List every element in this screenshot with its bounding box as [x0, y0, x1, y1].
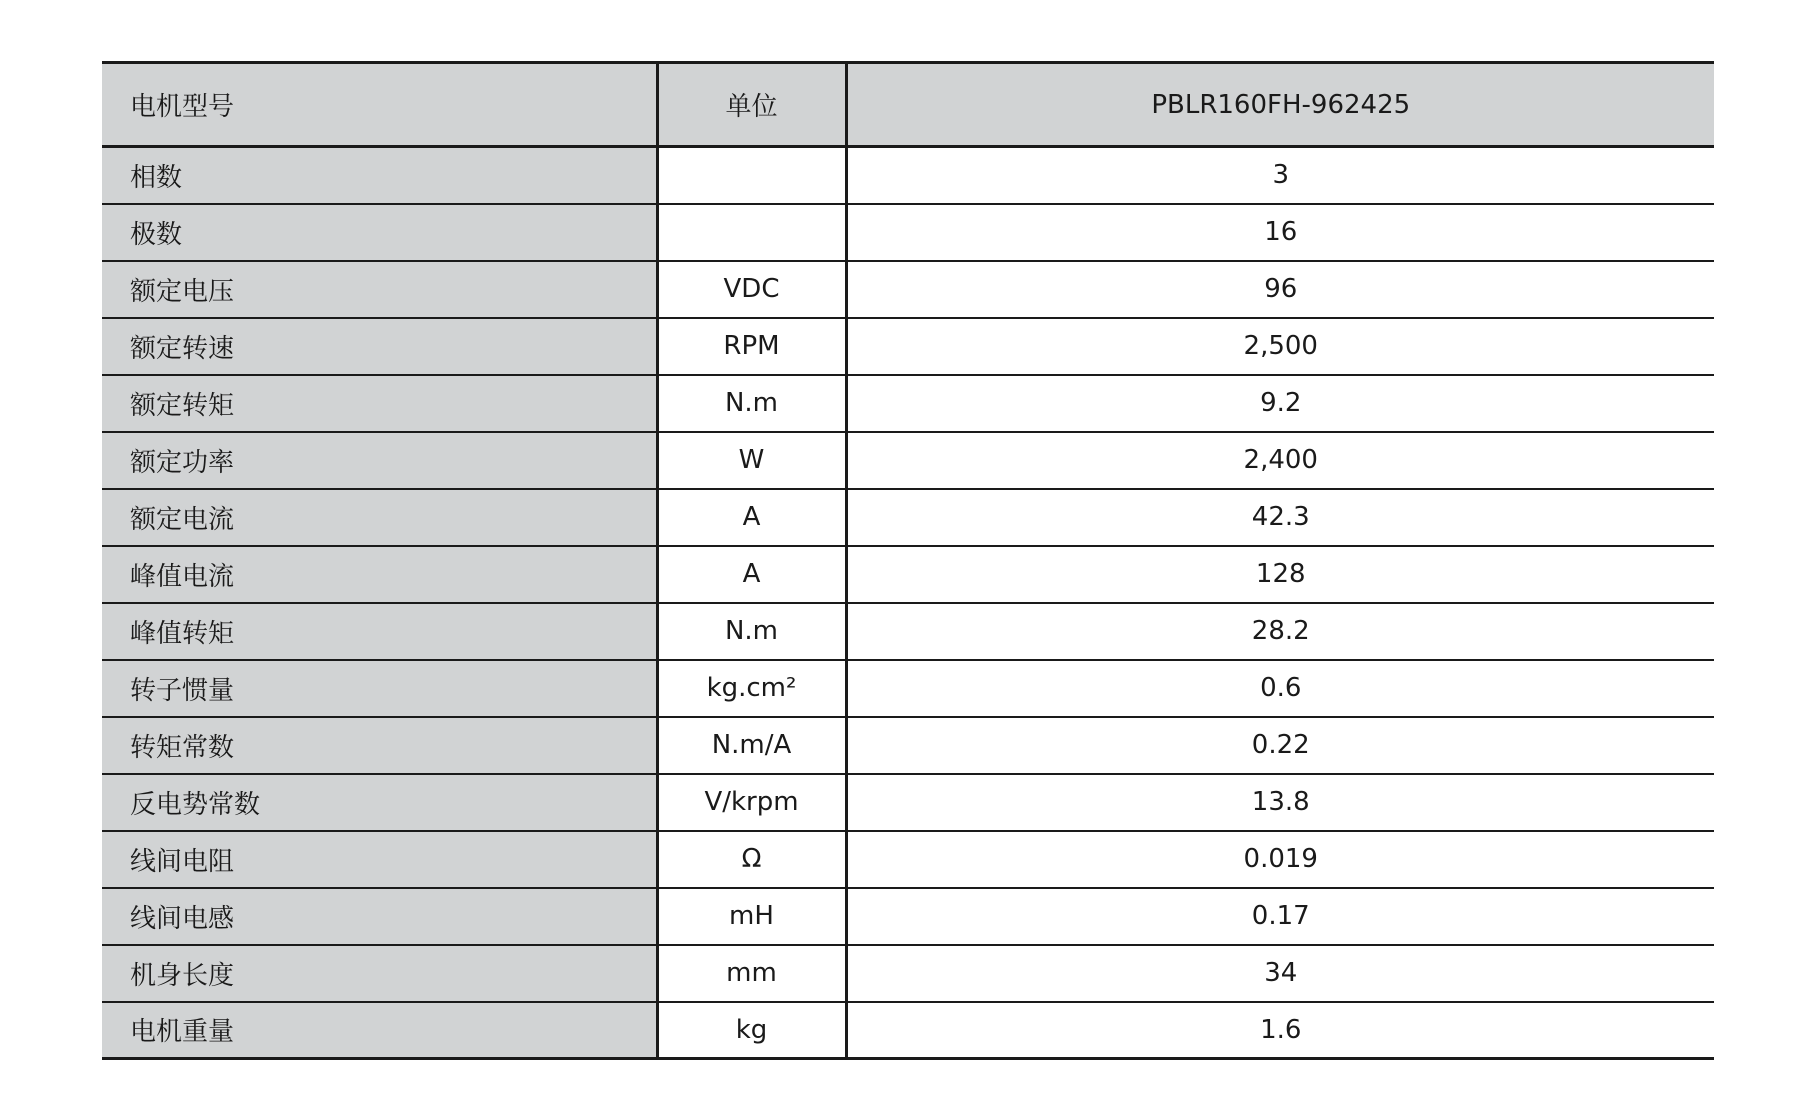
table-row [102, 717, 1714, 774]
unit-cell: V/krpm [657, 774, 846, 831]
table-row [102, 147, 1714, 204]
value-cell: 1.6 [846, 1002, 1714, 1059]
unit-cell: mm [657, 945, 846, 1002]
value-cell: 128 [846, 546, 1714, 603]
table-row [102, 489, 1714, 546]
table-row [102, 261, 1714, 318]
header-model: PBLR160FH-962425 [846, 63, 1714, 147]
table-row [102, 432, 1714, 489]
unit-cell: mH [657, 888, 846, 945]
parameter-cell: 线间电感 [102, 888, 657, 945]
parameter-cell: 额定转矩 [102, 375, 657, 432]
unit-cell: VDC [657, 261, 846, 318]
unit-cell: N.m [657, 603, 846, 660]
unit-cell: A [657, 489, 846, 546]
parameter-cell: 极数 [102, 204, 657, 261]
header-parameter: 电机型号 [102, 63, 657, 147]
value-cell: 2,500 [846, 318, 1714, 375]
table-row [102, 660, 1714, 717]
unit-cell: kg [657, 1002, 846, 1059]
parameter-cell: 反电势常数 [102, 774, 657, 831]
unit-cell: Ω [657, 831, 846, 888]
value-cell: 96 [846, 261, 1714, 318]
parameter-cell: 峰值电流 [102, 546, 657, 603]
unit-cell: N.m [657, 375, 846, 432]
table-row [102, 831, 1714, 888]
value-cell: 13.8 [846, 774, 1714, 831]
table-row [102, 774, 1714, 831]
value-cell: 2,400 [846, 432, 1714, 489]
table-row [102, 603, 1714, 660]
parameter-cell: 额定转速 [102, 318, 657, 375]
parameter-cell: 机身长度 [102, 945, 657, 1002]
value-cell: 34 [846, 945, 1714, 1002]
parameter-cell: 额定电压 [102, 261, 657, 318]
unit-cell: W [657, 432, 846, 489]
value-cell: 0.019 [846, 831, 1714, 888]
value-cell: 0.17 [846, 888, 1714, 945]
unit-cell [657, 147, 846, 204]
unit-cell: N.m/A [657, 717, 846, 774]
value-cell: 0.22 [846, 717, 1714, 774]
parameter-cell: 相数 [102, 147, 657, 204]
motor-spec-table [102, 61, 1714, 1060]
table-row [102, 318, 1714, 375]
table-row [102, 888, 1714, 945]
unit-cell: RPM [657, 318, 846, 375]
table-body [102, 147, 1714, 1059]
parameter-cell: 转矩常数 [102, 717, 657, 774]
parameter-cell: 额定功率 [102, 432, 657, 489]
parameter-cell: 额定电流 [102, 489, 657, 546]
parameter-cell: 线间电阻 [102, 831, 657, 888]
value-cell: 42.3 [846, 489, 1714, 546]
unit-cell: A [657, 546, 846, 603]
value-cell: 9.2 [846, 375, 1714, 432]
table-row [102, 1002, 1714, 1059]
table-row [102, 204, 1714, 261]
value-cell: 16 [846, 204, 1714, 261]
value-cell: 28.2 [846, 603, 1714, 660]
parameter-cell: 转子惯量 [102, 660, 657, 717]
value-cell: 0.6 [846, 660, 1714, 717]
header-unit: 单位 [657, 63, 846, 147]
value-cell: 3 [846, 147, 1714, 204]
unit-cell [657, 204, 846, 261]
unit-cell: kg.cm² [657, 660, 846, 717]
table-row [102, 945, 1714, 1002]
table-header-row [102, 63, 1714, 147]
parameter-cell: 电机重量 [102, 1002, 657, 1059]
table-row [102, 375, 1714, 432]
table-row [102, 546, 1714, 603]
parameter-cell: 峰值转矩 [102, 603, 657, 660]
